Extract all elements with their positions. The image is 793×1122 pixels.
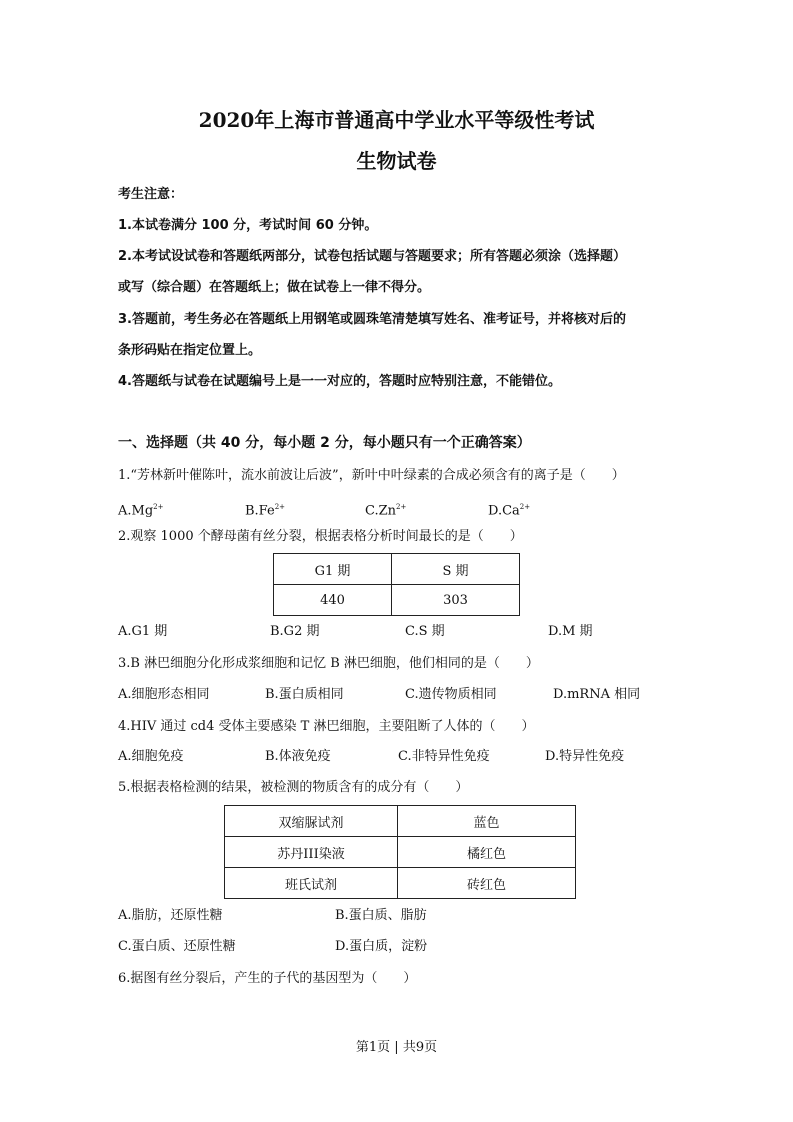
notice-line: 2.本考试设试卷和答题纸两部分，试卷包括试题与答题要求；所有答题必须涂（选择题）	[118, 249, 626, 264]
option-c: C.遗传物质相同	[405, 687, 497, 702]
question-5: 5.根据表格检测的结果，被检测的物质含有的成分有（ ）	[118, 780, 469, 795]
option-d: D.特异性免疫	[545, 749, 625, 764]
notice-heading: 考生注意：	[118, 187, 184, 202]
option-a: A.细胞免疫	[118, 749, 184, 764]
question-6: 6.据图有丝分裂后，产生的子代的基因型为（ ）	[118, 971, 417, 986]
option-c: C.非特异性免疫	[398, 749, 490, 764]
superscript: 2+	[396, 503, 407, 511]
question-1: 1.“芳林新叶催陈叶，流水前波让后波”，新叶中叶绿素的合成必须含有的离子是（ ）	[118, 468, 625, 483]
reagent-table	[224, 805, 576, 899]
question-3: 3.B 淋巴细胞分化形成浆细胞和记忆 B 淋巴细胞，他们相同的是（ ）	[118, 656, 539, 671]
table-cell: 苏丹III染液	[225, 837, 398, 868]
table-cell: 双缩脲试剂	[225, 806, 398, 837]
table-cell: G1 期	[274, 554, 392, 585]
table-cell: 砖红色	[398, 868, 576, 899]
option	[488, 499, 530, 519]
table-cell: 蓝色	[398, 806, 576, 837]
cell-cycle-table	[273, 553, 520, 616]
option-a: A.Mg	[118, 503, 154, 519]
notice-line: 3.答题前，考生务必在答题纸上用钢笔或圆珠笔清楚填写姓名、准考证号，并将核对后的	[118, 312, 626, 327]
option-a: A.脂肪，还原性糖	[118, 908, 223, 923]
option-b: B.G2 期	[270, 624, 320, 639]
option	[118, 499, 163, 519]
option-d: D.mRNA 相同	[553, 687, 641, 702]
question-4: 4.HIV 通过 cd4 受体主要感染 T 淋巴细胞，主要阻断了人体的（ ）	[118, 719, 535, 734]
option-a: A.G1 期	[118, 624, 168, 639]
option-d: D.蛋白质，淀粉	[335, 939, 428, 954]
option-c: C.蛋白质、还原性糖	[118, 939, 236, 954]
option-b: B.Fe	[245, 503, 275, 519]
option-b: B.蛋白质相同	[265, 687, 344, 702]
question-2: 2.观察 1000 个酵母菌有丝分裂，根据表格分析时间最长的是（ ）	[118, 529, 523, 544]
table-cell: 班氏试剂	[225, 868, 398, 899]
option	[365, 499, 406, 519]
notice-line: 条形码贴在指定位置上。	[118, 343, 262, 358]
exam-title: 2020年上海市普通高中学业水平等级性考试	[198, 108, 595, 132]
superscript: 2+	[153, 503, 164, 511]
superscript: 2+	[519, 503, 531, 511]
notice-line: 1.本试卷满分 100 分，考试时间 60 分钟。	[118, 218, 378, 233]
exam-subtitle: 生物试卷	[356, 149, 437, 173]
option-b: B.体液免疫	[265, 749, 331, 764]
option-b: B.蛋白质、脂肪	[335, 908, 427, 923]
option-d: D.Ca	[488, 503, 520, 519]
page-footer: 第1页 | 共9页	[355, 1040, 438, 1055]
notice-line: 或写（综合题）在答题纸上；做在试卷上一律不得分。	[118, 280, 431, 295]
table-cell: 303	[392, 585, 520, 616]
option	[245, 499, 285, 519]
notice-line: 4.答题纸与试卷在试题编号上是一一对应的，答题时应特别注意，不能错位。	[118, 374, 561, 389]
section-heading: 一、选择题（共 40 分，每小题 2 分，每小题只有一个正确答案）	[118, 435, 531, 451]
table-cell: S 期	[392, 554, 520, 585]
option-c: C.Zn	[365, 503, 397, 519]
table-cell: 440	[274, 585, 392, 616]
table-cell: 橘红色	[398, 837, 576, 868]
option-a: A.细胞形态相同	[118, 687, 210, 702]
option-c: C.S 期	[405, 624, 445, 639]
option-d: D.M 期	[548, 624, 593, 639]
superscript: 2+	[274, 503, 286, 511]
